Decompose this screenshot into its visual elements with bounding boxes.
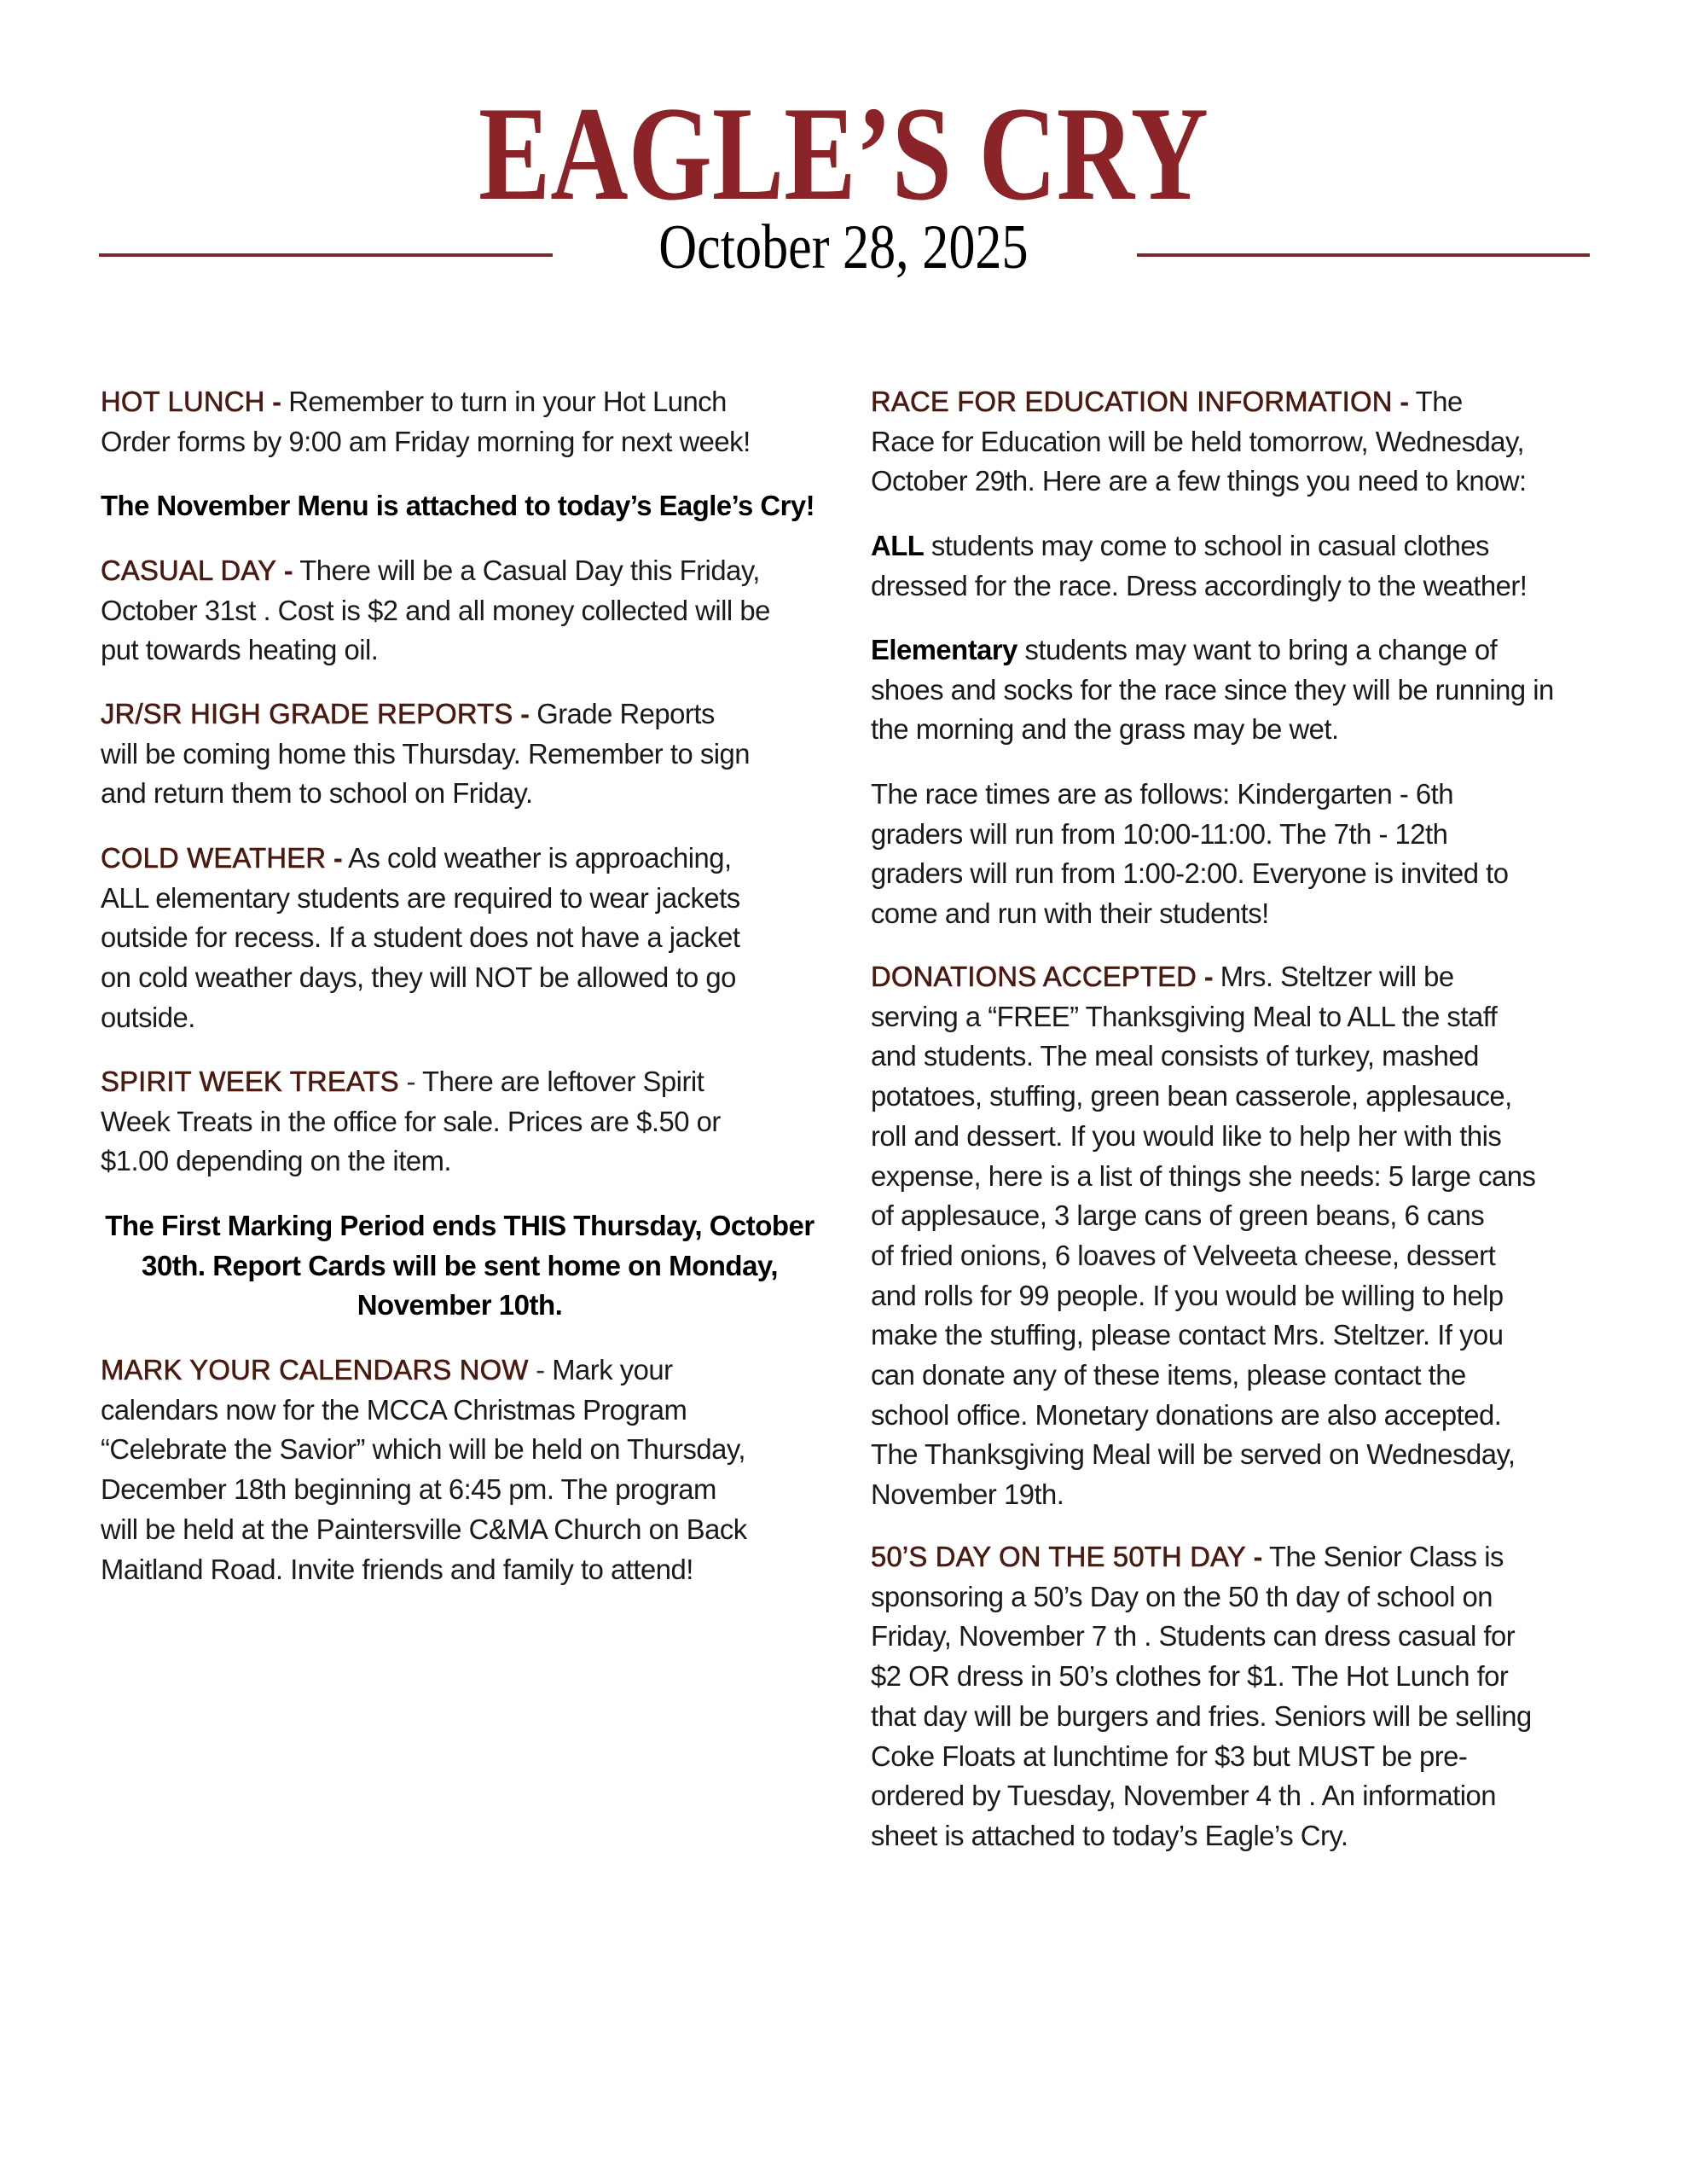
body-line: Order forms by 9:00 am Friday morning for next week! [101,425,751,457]
body-line: The Thanksgiving Meal will be served on Wednesday, [871,1438,1516,1471]
body-line: The race times are as follows: Kindergarten - 6th [871,778,1454,810]
section-race-for-education [871,382,1596,502]
section-first-line [871,957,1591,997]
body-line: and return them to school on Friday. [101,777,533,810]
body-line: will be held at the Paintersville C&MA Church on Back [101,1513,747,1545]
notice-line: November 10th. [357,1289,563,1321]
issue-date-text: October 28, 2025 [658,212,1029,282]
section-mark-calendars [101,1350,826,1589]
section-heading: 50’S DAY ON THE 50TH DAY [871,1541,1246,1572]
body-line: that day will be burgers and fries. Seniors will be selling [871,1699,1532,1732]
body-line: December 18th beginning at 6:45 pm. The program [101,1473,716,1506]
body-text: students may want to bring a change of [1024,634,1498,665]
body-line: make the stuffing, please contact Mrs. Steltzer. If you [871,1319,1504,1351]
section-hot-lunch [101,382,826,462]
section-first-line [101,382,821,422]
body-line: on cold weather days, they will NOT be allowed to go [101,961,736,994]
heading-dash: - [1203,961,1214,992]
section-first-line [101,1350,821,1391]
body-line: Friday, November 7 th . Students can dress casual for [871,1620,1516,1653]
body-line: school office. Monetary donations are also accepted. [871,1398,1502,1431]
body-text: As cold weather is approaching, [348,842,732,874]
body-line: October 29th. Here are a few things you need to know: [871,465,1527,497]
section-heading: HOT LUNCH [101,386,265,417]
body-line: November 19th. [871,1478,1064,1511]
body-line: sheet is attached to today’s Eagle’s Cry. [871,1819,1348,1851]
race-times-note [871,775,1596,934]
section-cold-weather [101,839,826,1038]
lead-word: ALL [871,530,925,561]
section-first-line [871,1537,1591,1577]
section-heading: RACE FOR EDUCATION INFORMATION [871,386,1393,417]
body-text: The [1415,386,1463,417]
body-line: dressed for the race. Dress accordingly to the weather! [871,569,1528,601]
heading-dash: - [283,555,293,586]
body-line: graders will run from 10:00-11:00. The 7th - 12th [871,817,1448,850]
body-line: ALL elementary students are required to wear jackets [101,881,740,914]
notice-line: 30th. Report Cards will be sent home on Monday, [142,1249,778,1281]
menu-note-text: The November Menu is attached to today’s Eagle’s Cry! [101,490,815,521]
heading-dash: - [1253,1541,1262,1572]
section-heading: JR/SR HIGH GRADE REPORTS [101,698,513,729]
body-line: shoes and socks for the race since they will be running in [871,673,1554,706]
body-line: sponsoring a 50’s Day on the 50 th day of school on [871,1580,1493,1612]
body-line: come and run with their students! [871,897,1269,930]
newsletter-title [0,79,1687,229]
body-line: outside for recess. If a student does not have a jacket [101,921,740,954]
section-first-line [871,382,1591,422]
heading-dash: - [520,698,530,729]
marking-period-notice [101,1206,819,1326]
body-line: “Celebrate the Savior” which will be held on Thursday, [101,1433,745,1466]
heading-dash: - [1400,386,1409,417]
body-line: calendars now for the MCCA Christmas Program [101,1393,687,1426]
all-students-note [871,526,1596,606]
body-text: There will be a Casual Day this Friday, [299,555,760,586]
body-line: $2 OR dress in 50’s clothes for $1. The Hot Lunch for [871,1660,1509,1693]
body-line: expense, here is a list of things she needs: 5 large cans [871,1159,1536,1192]
body-line: and rolls for 99 people. If you would be willing to help [871,1279,1504,1311]
body-line: will be coming home this Thursday. Remember to sign [101,737,751,770]
body-line: put towards heating oil. [101,634,379,666]
section-heading: SPIRIT WEEK TREATS [101,1066,399,1097]
body-line: the morning and the grass may be wet. [871,713,1339,746]
body-text: students may come to school in casual clothes [930,530,1489,561]
heading-dash: - [406,1066,415,1097]
notice-line: The First Marking Period ends THIS Thursday, October [105,1210,815,1241]
body-line: potatoes, stuffing, green bean casserole, applesauce, [871,1080,1512,1112]
section-first-line [101,1062,821,1102]
body-text: The Senior Class is [1268,1541,1504,1572]
body-line: graders will run from 1:00-2:00. Everyone is invited to [871,857,1509,890]
body-line: of applesauce, 3 large cans of green beans, 6 cans [871,1199,1485,1232]
section-fifties-day [871,1537,1596,1856]
newsletter-title-text: EAGLE’S CRY [478,79,1209,229]
menu-note [101,486,826,526]
note-first-line [871,526,1591,566]
section-first-line [101,839,821,879]
body-text: Mark your [552,1354,673,1385]
section-heading: DONATIONS ACCEPTED [871,961,1197,992]
body-line: ordered by Tuesday, November 4 th . An information [871,1780,1497,1812]
body-text: Remember to turn in your Hot Lunch [288,386,727,417]
issue-date [0,212,1687,283]
body-text: Mrs. Steltzer will be [1220,961,1454,992]
body-line: and students. The meal consists of turkey, mashed [871,1040,1479,1072]
body-line: roll and dessert. If you would like to help her with this [871,1119,1502,1152]
body-line: serving a “FREE” Thanksgiving Meal to ALL the staff [871,1000,1498,1032]
body-line: $1.00 depending on the item. [101,1145,452,1177]
section-first-line [101,551,821,591]
body-line: outside. [101,1001,195,1033]
body-line: Coke Floats at lunchtime for $3 but MUST be pre- [871,1740,1468,1772]
section-grade-reports [101,694,826,814]
section-donations [871,957,1596,1515]
heading-dash: - [333,842,343,874]
heading-dash: - [272,386,281,417]
body-line: Week Treats in the office for sale. Prices are $.50 or [101,1105,721,1137]
elementary-note [871,630,1596,750]
section-spirit-week [101,1062,826,1182]
right-divider-rule [1137,253,1590,257]
section-first-line [101,694,821,735]
body-text: There are leftover Spirit [421,1066,704,1097]
heading-dash: - [536,1354,545,1385]
section-heading: MARK YOUR CALENDARS NOW [101,1354,529,1385]
body-line: of fried onions, 6 loaves of Velveeta cheese, dessert [871,1239,1496,1271]
body-line: October 31st . Cost is $2 and all money collected will be [101,594,770,626]
section-heading: COLD WEATHER [101,842,327,874]
body-line: Maitland Road. Invite friends and family to attend! [101,1553,693,1585]
body-line: can donate any of these items, please contact the [871,1359,1466,1391]
section-heading: CASUAL DAY [101,555,277,586]
note-first-line [871,630,1591,671]
body-line: Race for Education will be held tomorrow, Wednesday, [871,425,1525,457]
body-text: Grade Reports [536,698,715,729]
section-casual-day [101,551,826,671]
lead-word: Elementary [871,634,1017,665]
